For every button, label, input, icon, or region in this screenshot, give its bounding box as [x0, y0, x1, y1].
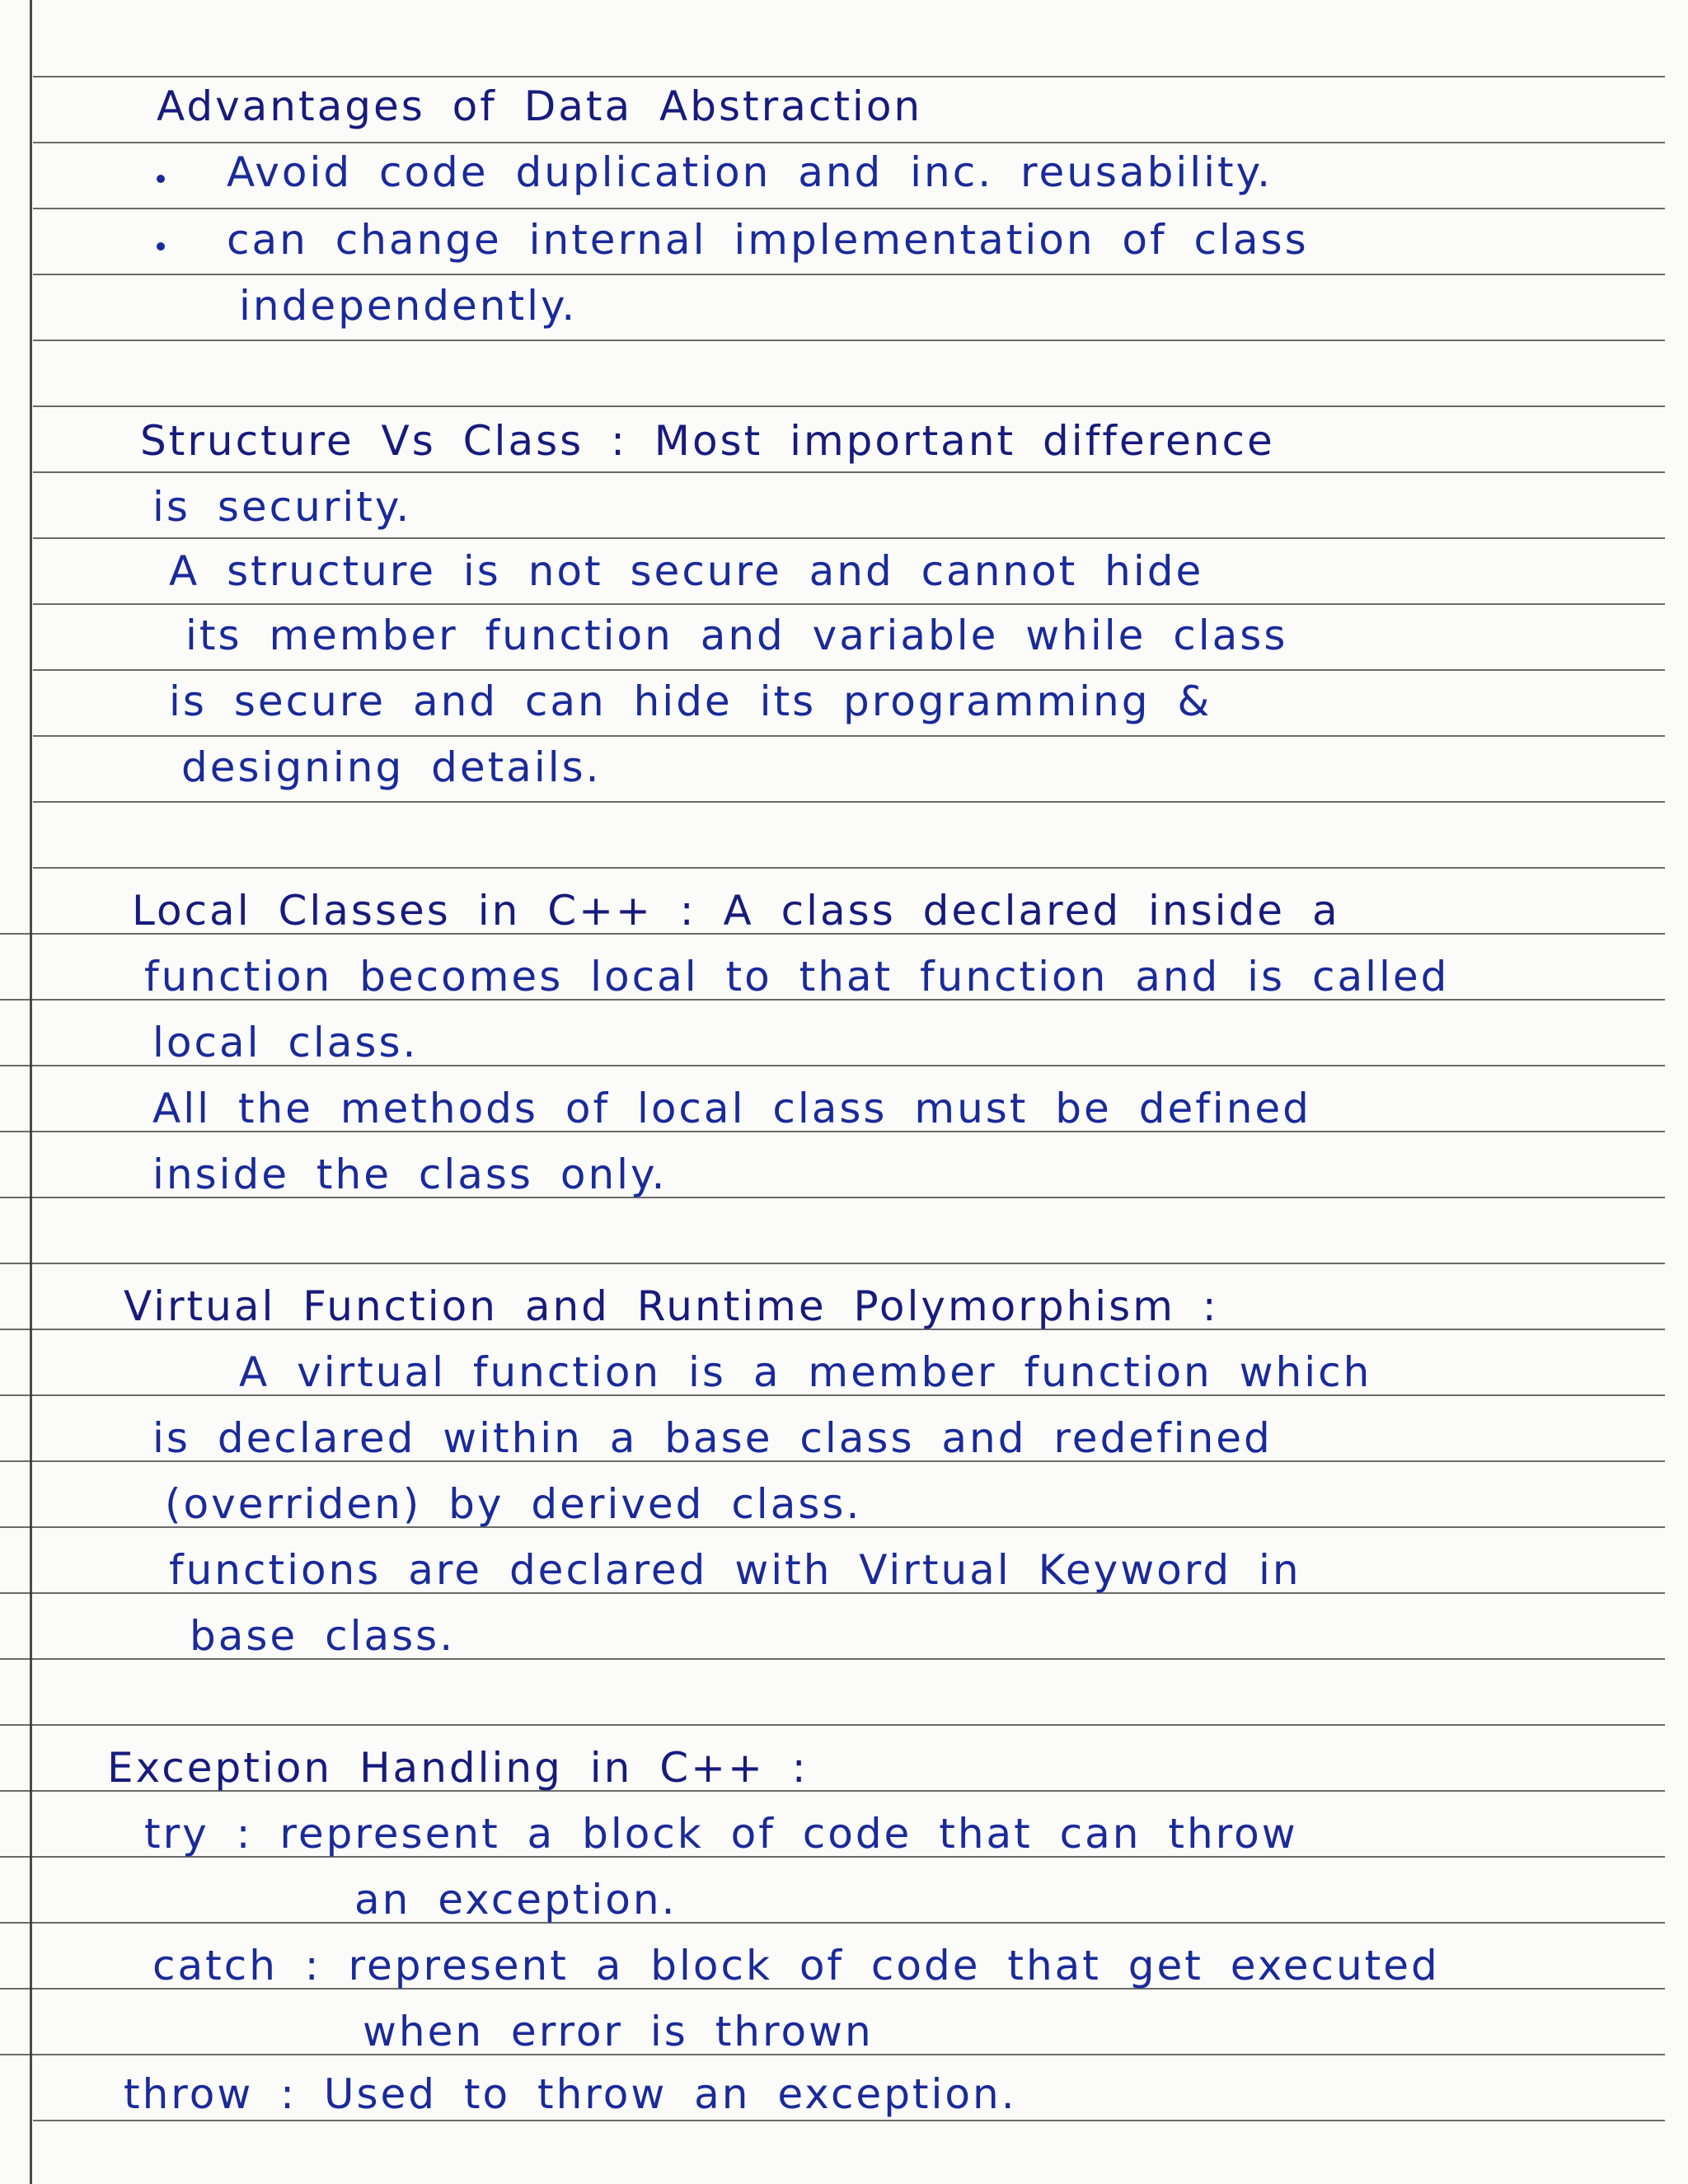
- margin-tick: [0, 1263, 33, 1264]
- text-line: base class.: [190, 1612, 456, 1660]
- section-heading-local-classes: Local Classes in C++ : A class declared inside a: [132, 887, 1340, 935]
- text-line: functions are declared with Virtual Keyword in: [169, 1546, 1301, 1594]
- section-heading-virtual-function: Virtual Function and Runtime Polymorphism :: [124, 1282, 1219, 1330]
- text-line: designing details.: [181, 743, 602, 791]
- margin-tick: [0, 1856, 33, 1858]
- ruled-line: [33, 1263, 1665, 1264]
- margin-tick: [0, 1197, 33, 1198]
- ruled-line: [33, 142, 1665, 143]
- ruled-line: [33, 669, 1665, 671]
- text-line: A structure is not secure and cannot hide: [169, 547, 1204, 595]
- text-line: inside the class only.: [152, 1151, 668, 1198]
- text-line: All the methods of local class must be defined: [152, 1085, 1311, 1132]
- ruled-line: [33, 471, 1665, 473]
- text-line: an exception.: [354, 1876, 678, 1924]
- text-line: throw : Used to throw an exception.: [124, 2070, 1017, 2118]
- text-line: catch : represent a block of code that get executed: [152, 1942, 1440, 1990]
- text-line: independently.: [239, 282, 578, 330]
- margin-tick: [0, 1658, 33, 1660]
- margin-tick: [0, 1460, 33, 1462]
- ruled-line: [33, 735, 1665, 737]
- margin-tick: [0, 1329, 33, 1330]
- ruled-line: [33, 867, 1665, 869]
- ruled-line: [33, 2120, 1665, 2121]
- text-line: its member function and variable while class: [185, 612, 1288, 659]
- text-line: is security.: [152, 483, 412, 531]
- margin-tick: [0, 1065, 33, 1066]
- ruled-line: [33, 208, 1665, 209]
- ruled-line: [33, 405, 1665, 407]
- margin-tick: [0, 1526, 33, 1528]
- section-heading-abstraction: Advantages of Data Abstraction: [157, 82, 923, 130]
- margin-tick: [0, 933, 33, 935]
- text-line: is secure and can hide its programming &: [169, 677, 1212, 725]
- ruled-line: [33, 76, 1665, 77]
- text-line: is declared within a base class and redefined: [152, 1414, 1273, 1462]
- margin-tick: [0, 2054, 33, 2055]
- text-line: function becomes local to that function and is called: [144, 953, 1450, 1001]
- text-line: local class.: [152, 1019, 419, 1066]
- text-line: when error is thrown: [363, 2008, 874, 2055]
- ruled-line: [33, 1922, 1665, 1924]
- ruled-line: [33, 274, 1665, 275]
- text-line: A virtual function is a member function which: [239, 1348, 1372, 1396]
- ruled-line: [33, 537, 1665, 539]
- margin-tick: [0, 1131, 33, 1132]
- text-line: try : represent a block of code that can throw: [144, 1810, 1298, 1858]
- margin-tick: [0, 1922, 33, 1924]
- bullet-dot: [157, 242, 165, 251]
- margin-tick: [0, 1592, 33, 1594]
- bullet-dot: [157, 175, 165, 183]
- margin-tick: [0, 1790, 33, 1792]
- section-heading-exception-handling: Exception Handling in C++ :: [107, 1744, 809, 1792]
- margin-tick: [0, 1724, 33, 1726]
- margin-tick: [0, 999, 33, 1001]
- ruled-line: [33, 603, 1665, 605]
- bullet-item: can change internal implementation of class: [227, 216, 1309, 264]
- text-line: (overriden) by derived class.: [165, 1480, 862, 1528]
- margin-tick: [0, 1394, 33, 1396]
- margin-tick: [0, 1988, 33, 1990]
- ruled-line: [33, 801, 1665, 803]
- section-heading-structure-vs-class: Structure Vs Class : Most important difference: [140, 417, 1275, 465]
- ruled-line: [33, 340, 1665, 341]
- bullet-item: Avoid code duplication and inc. reusability.: [227, 148, 1273, 196]
- ruled-line: [33, 1724, 1665, 1726]
